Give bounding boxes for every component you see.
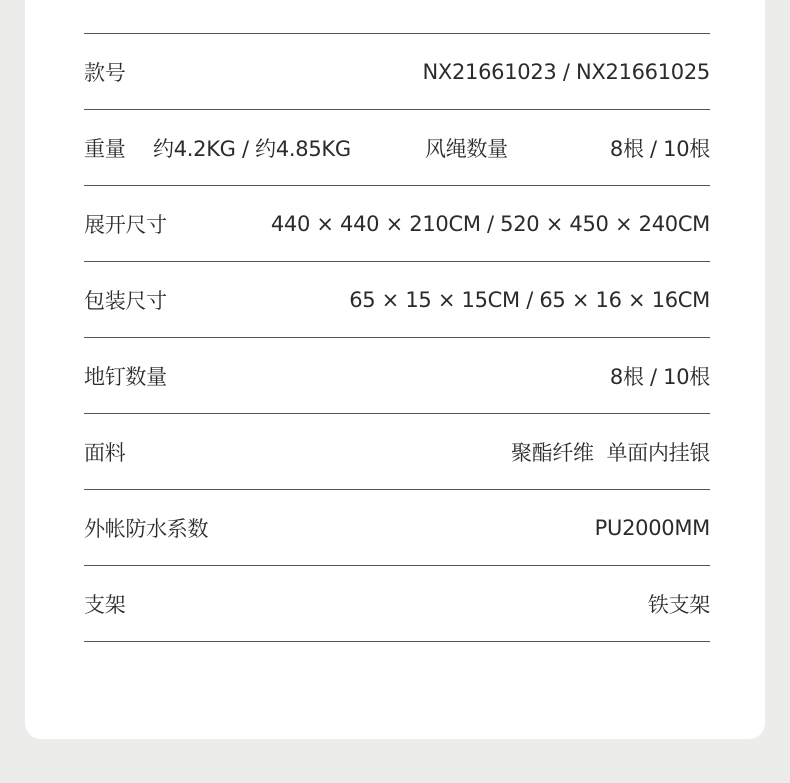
unfolded-size-label: 展开尺寸 (84, 212, 167, 237)
guy-ropes-label: 风绳数量 (425, 136, 508, 161)
fabric-label: 面料 (84, 440, 126, 465)
spec-row-fabric (84, 414, 710, 490)
package-size-label: 包装尺寸 (84, 288, 167, 313)
spec-row-model (84, 34, 710, 110)
spec-row-frame (84, 566, 710, 642)
spec-row-waterproof (84, 490, 710, 566)
spec-row-package-size (84, 262, 710, 338)
frame-label: 支架 (84, 592, 126, 617)
waterproof-value: PU2000MM (594, 515, 710, 540)
spec-row-unfolded-size (84, 186, 710, 262)
unfolded-size-value: 440 × 440 × 210CM / 520 × 450 × 240CM (270, 211, 710, 236)
spec-table (84, 33, 710, 642)
stakes-value: 8根 / 10根 (609, 364, 710, 389)
waterproof-label: 外帐防水系数 (84, 516, 209, 541)
guy-ropes-value: 8根 / 10根 (609, 136, 710, 161)
fabric-value: 聚酯纤维 单面内挂银 (510, 440, 710, 465)
model-value: NX21661023 / NX21661025 (422, 59, 710, 84)
stakes-label: 地钉数量 (84, 364, 167, 389)
weight-label: 重量 (84, 136, 126, 161)
spec-row-stakes (84, 338, 710, 414)
frame-value: 铁支架 (647, 592, 710, 617)
model-label: 款号 (84, 60, 126, 85)
spec-row-weight-ropes (84, 110, 710, 186)
package-size-value: 65 × 15 × 15CM / 65 × 16 × 16CM (349, 287, 710, 312)
weight-value: 约4.2KG / 约4.85KG (153, 136, 351, 161)
